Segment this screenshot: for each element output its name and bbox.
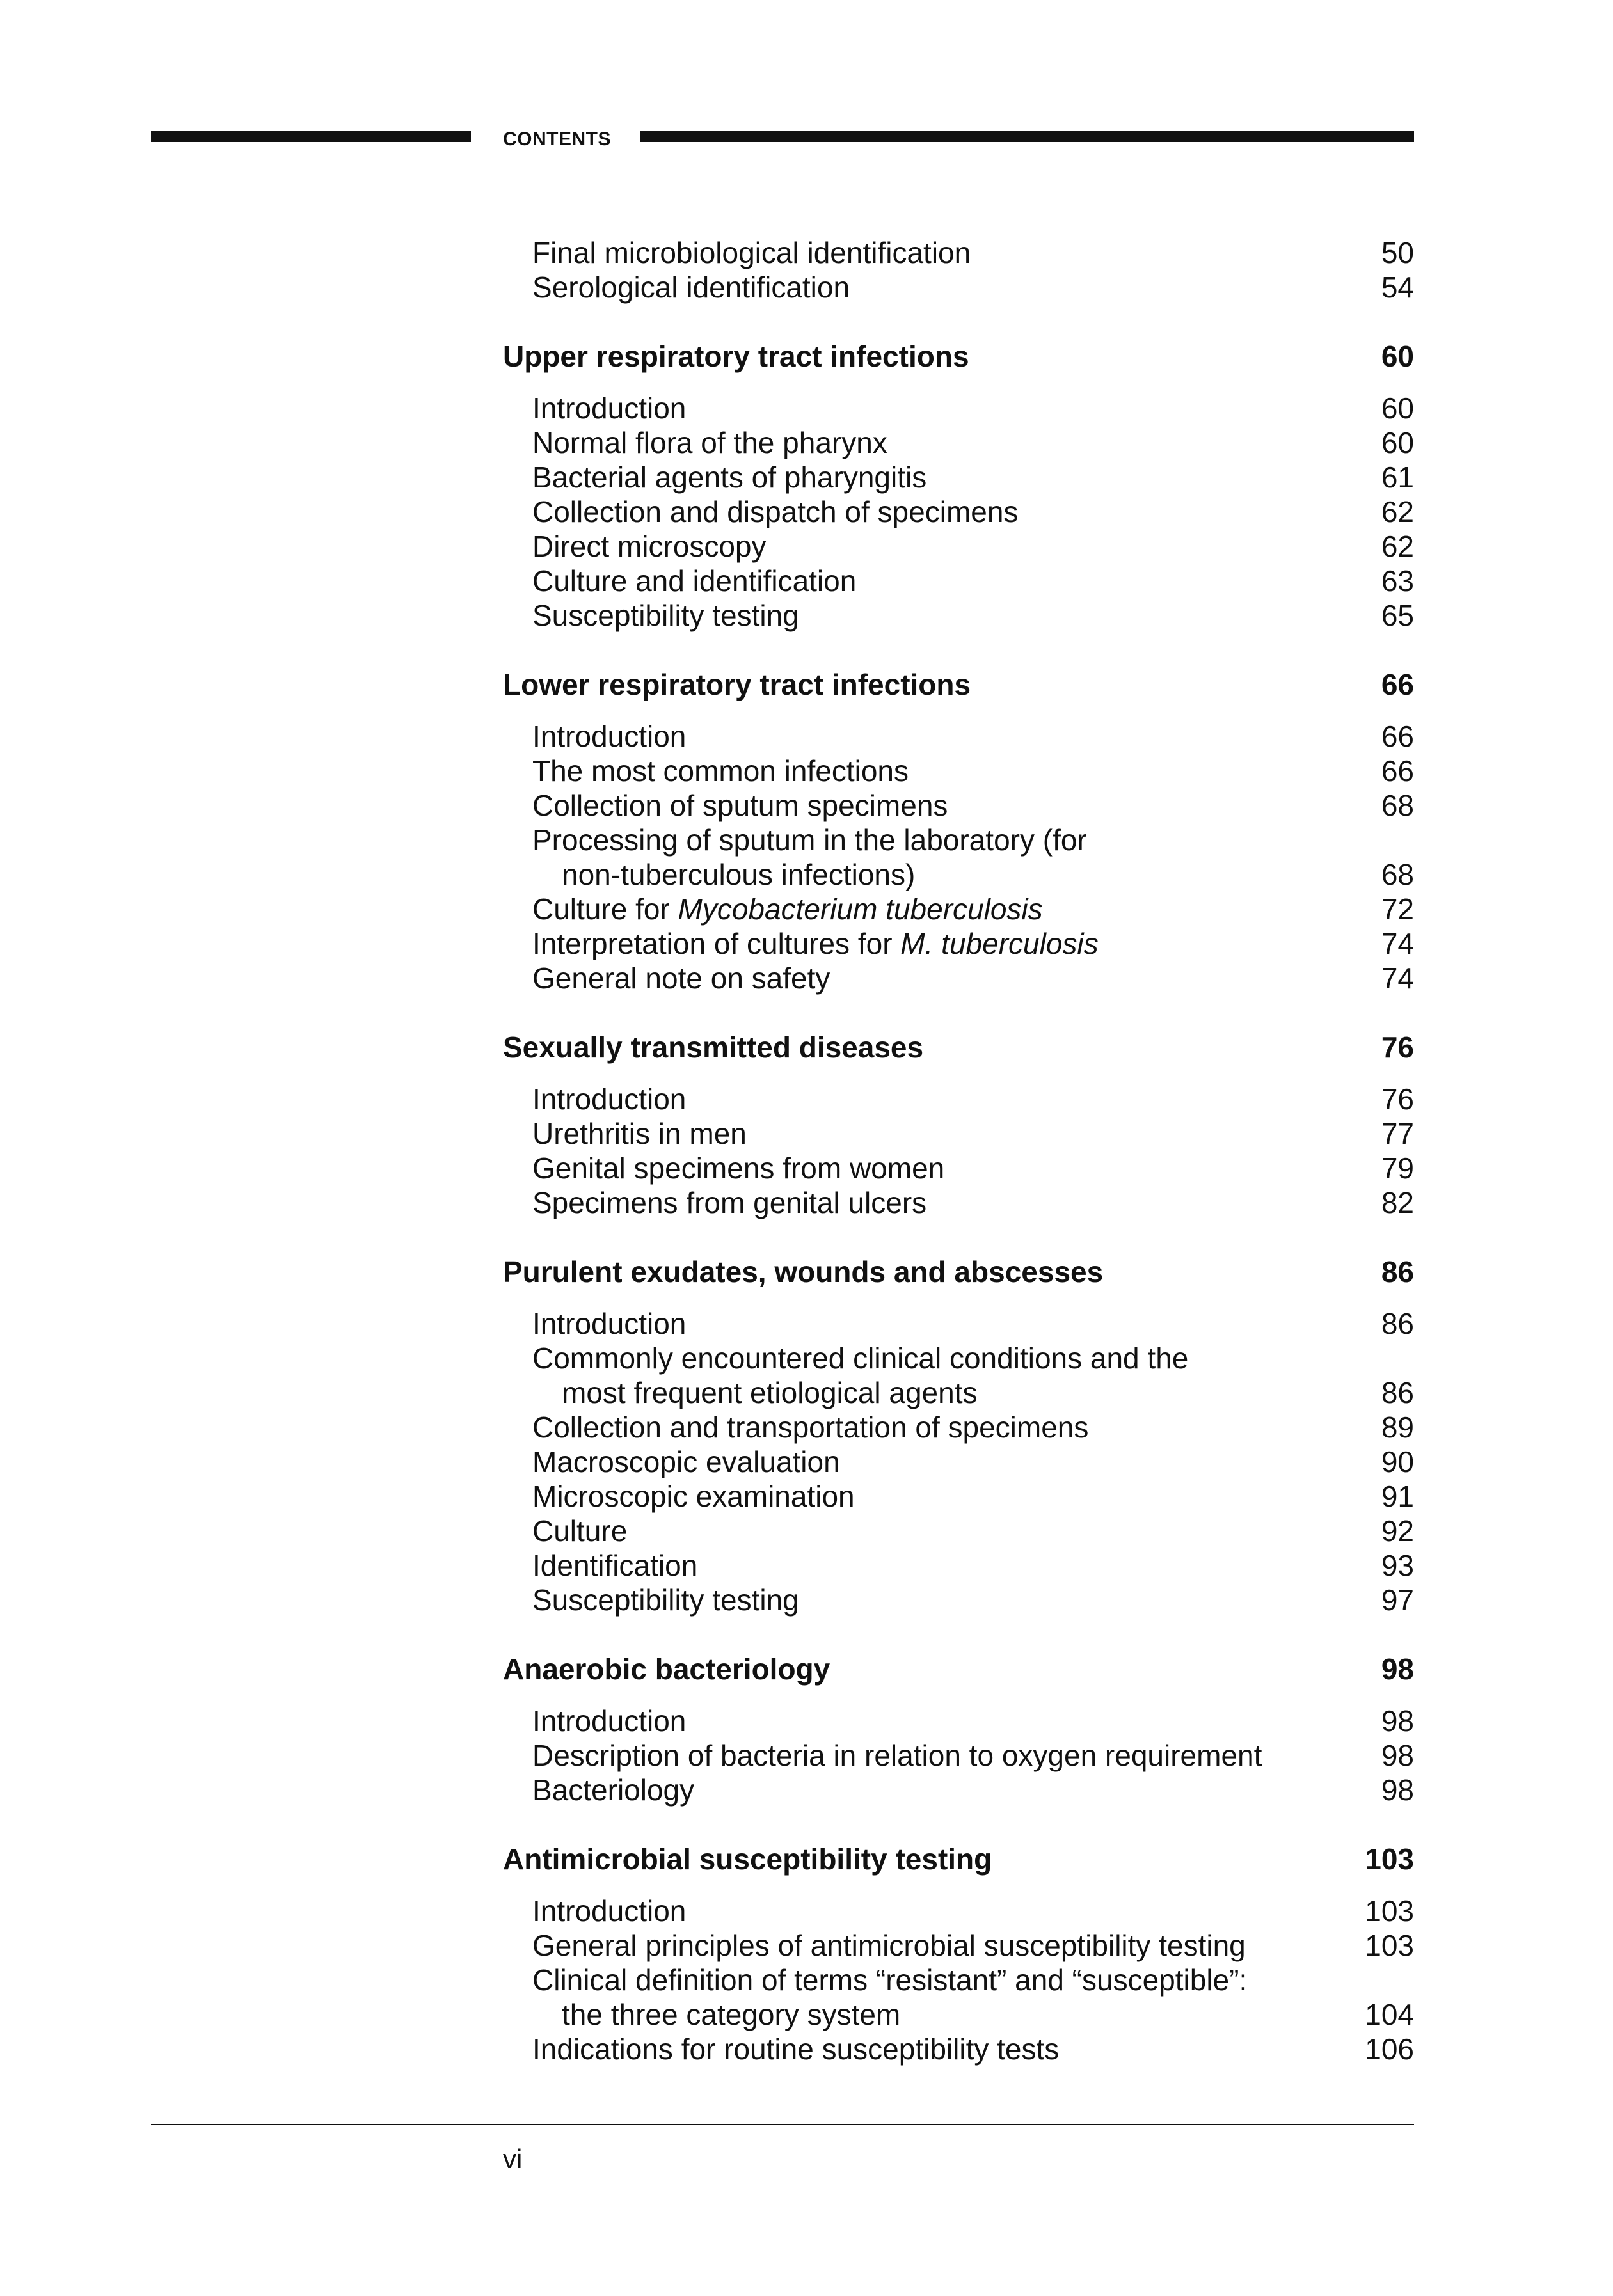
toc-section-heading[interactable]: Antimicrobial susceptibility testing 103 <box>503 1842 1414 1876</box>
toc-entry[interactable]: Collection and dispatch of specimens 62 <box>532 495 1414 528</box>
toc-entry[interactable]: Introduction 66 <box>532 720 1414 753</box>
toc-entry[interactable]: Collection of sputum specimens 68 <box>532 789 1414 822</box>
toc-entry[interactable]: Introduction 86 <box>532 1307 1414 1340</box>
toc-entry[interactable]: Serological identification 54 <box>532 271 1414 304</box>
toc-entry[interactable]: Introduction 76 <box>532 1082 1414 1116</box>
running-header: CONTENTS <box>503 129 611 150</box>
page-number: vi <box>503 2144 523 2174</box>
toc-entry-continuation[interactable]: non-tuberculous infections) 68 <box>562 858 1414 891</box>
toc-entry-continuation[interactable]: the three category system 104 <box>562 1998 1414 2031</box>
toc-entry[interactable]: Indications for routine susceptibility tests 106 <box>532 2032 1414 2066</box>
toc-entry[interactable]: Direct microscopy 62 <box>532 530 1414 563</box>
toc-entry[interactable]: Culture 92 <box>532 1514 1414 1548</box>
toc-entry[interactable]: Macroscopic evaluation 90 <box>532 1445 1414 1478</box>
toc-entry[interactable]: General principles of antimicrobial susceptibility testing 103 <box>532 1929 1414 1962</box>
toc-entry[interactable]: Culture for Mycobacterium tuberculosis 72 <box>532 892 1414 926</box>
toc-entry[interactable]: Urethritis in men 77 <box>532 1117 1414 1150</box>
toc-entry[interactable]: Genital specimens from women 79 <box>532 1152 1414 1185</box>
toc-entry[interactable]: Normal flora of the pharynx 60 <box>532 426 1414 459</box>
toc-entry[interactable]: Microscopic examination 91 <box>532 1480 1414 1513</box>
footer-rule <box>151 2124 1414 2125</box>
toc-entry[interactable]: Culture and identification 63 <box>532 564 1414 598</box>
toc-entry[interactable]: Description of bacteria in relation to oxygen requirement 98 <box>532 1739 1414 1772</box>
toc-entry[interactable]: General note on safety 74 <box>532 962 1414 995</box>
toc-section-heading[interactable]: Purulent exudates, wounds and abscesses 86 <box>503 1255 1414 1288</box>
toc-entry[interactable]: Introduction 103 <box>532 1894 1414 1928</box>
toc-entry[interactable]: Processing of sputum in the laboratory (for <box>532 823 1087 857</box>
toc-entry[interactable]: Bacteriology 98 <box>532 1773 1414 1807</box>
toc-section-heading[interactable]: Lower respiratory tract infections 66 <box>503 668 1414 701</box>
toc-section-heading[interactable]: Sexually transmitted diseases 76 <box>503 1031 1414 1064</box>
toc-entry[interactable]: Final microbiological identification 50 <box>532 236 1414 269</box>
toc-entry[interactable]: Clinical definition of terms “resistant” and “susceptible”: <box>532 1963 1248 1997</box>
toc-entry[interactable]: Interpretation of cultures for M. tuberculosis 74 <box>532 927 1414 960</box>
toc-section-heading[interactable]: Upper respiratory tract infections 60 <box>503 340 1414 373</box>
toc-entry[interactable]: Introduction 60 <box>532 392 1414 425</box>
toc-entry[interactable]: Introduction 98 <box>532 1704 1414 1738</box>
header-rule-left <box>151 131 471 142</box>
toc-entry[interactable]: Identification 93 <box>532 1549 1414 1582</box>
toc-entry[interactable]: Susceptibility testing 65 <box>532 599 1414 632</box>
header-rule-right <box>640 131 1414 142</box>
table-of-contents <box>503 235 1414 2066</box>
toc-entry[interactable]: Specimens from genital ulcers 82 <box>532 1186 1414 1219</box>
toc-entry[interactable]: The most common infections 66 <box>532 754 1414 788</box>
toc-entry[interactable]: Bacterial agents of pharyngitis 61 <box>532 461 1414 494</box>
toc-entry[interactable]: Collection and transportation of specimens 89 <box>532 1411 1414 1444</box>
toc-section-heading[interactable]: Anaerobic bacteriology 98 <box>503 1652 1414 1686</box>
toc-entry-continuation[interactable]: most frequent etiological agents 86 <box>562 1376 1414 1409</box>
toc-entry[interactable]: Susceptibility testing 97 <box>532 1583 1414 1617</box>
toc-entry[interactable]: Commonly encountered clinical conditions and the <box>532 1342 1189 1375</box>
